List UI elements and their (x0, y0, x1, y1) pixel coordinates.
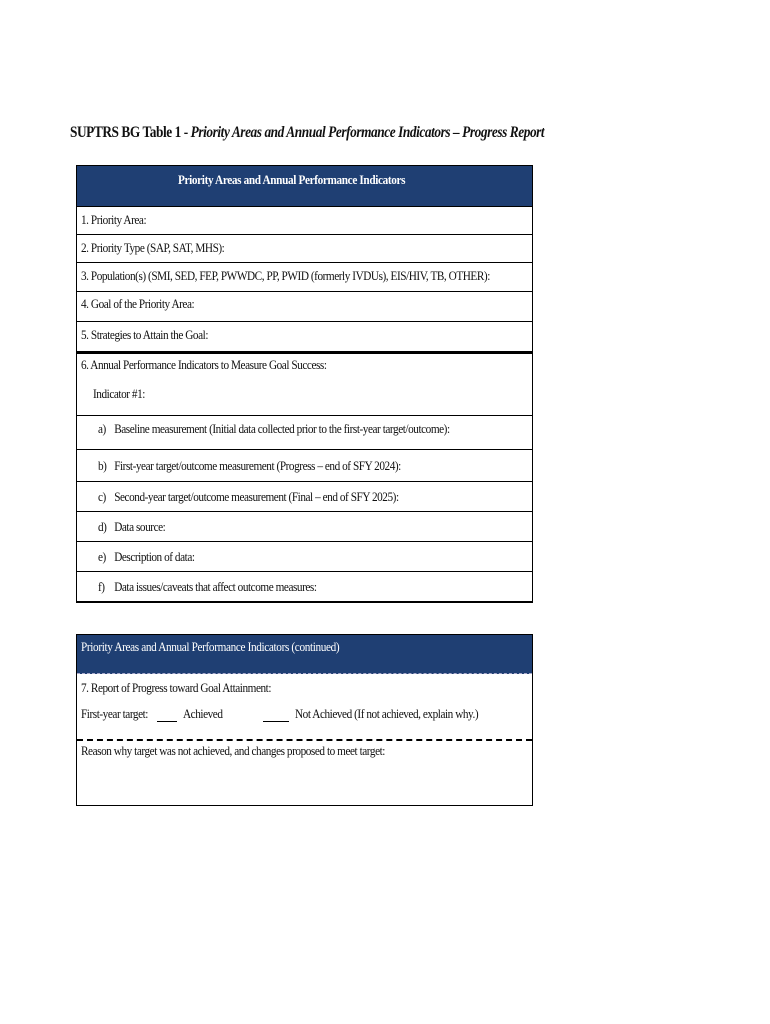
achieved-label: Achieved (183, 707, 223, 721)
data-description-field[interactable]: e) Description of data: (77, 541, 532, 571)
data-source-field[interactable]: d) Data source: (77, 511, 532, 541)
population-field[interactable]: 3. Population(s) (SMI, SED, FEP, PWWDC, PP, PWID (formerly IVDUs), EIS/HIV, TB, OTHER): (77, 262, 532, 291)
table-header: Priority Areas and Annual Performance Indicators (77, 166, 532, 206)
baseline-field[interactable]: a) Baseline measurement (Initial data collected prior to the first-year target/outcome): (77, 415, 532, 449)
priority-type-field[interactable]: 2. Priority Type (SAP, SAT, MHS): (77, 234, 532, 262)
first-year-target-field[interactable]: b) First-year target/outcome measurement (Progress – end of SFY 2024): (77, 449, 532, 481)
achieved-blank[interactable] (157, 707, 177, 722)
indicator-label[interactable]: Indicator #1: (93, 387, 145, 401)
page-title (70, 124, 544, 142)
first-year-status-row: First-year target: Achieved Not Achieved (If not achieved, explain why.) (81, 707, 479, 721)
second-year-target-field[interactable]: c) Second-year target/outcome measurement (Final – end of SFY 2025): (77, 481, 532, 511)
progress-report-table (76, 634, 533, 806)
goal-field[interactable]: 4. Goal of the Priority Area: (77, 291, 532, 321)
not-achieved-label: Not Achieved (If not achieved, explain why.) (295, 707, 479, 721)
priority-areas-table (76, 165, 533, 603)
title-bold: SUPTRS BG Table 1 - (70, 124, 191, 141)
report-heading: 7. Report of Progress toward Goal Attainment: (81, 681, 272, 695)
data-issues-field[interactable]: f) Data issues/caveats that affect outcome measures: (77, 571, 532, 601)
indicators-section (77, 351, 532, 415)
not-achieved-blank[interactable] (263, 707, 289, 722)
dashed-divider (77, 739, 532, 741)
reason-field[interactable]: Reason why target was not achieved, and changes proposed to meet target: (81, 744, 385, 758)
priority-area-field[interactable]: 1. Priority Area: (77, 206, 532, 234)
strategies-field[interactable]: 5. Strategies to Attain the Goal: (77, 321, 532, 351)
indicators-heading: 6. Annual Performance Indicators to Measure Goal Success: (81, 358, 327, 372)
continued-header: Priority Areas and Annual Performance Indicators (continued) (77, 635, 532, 674)
title-italic: Priority Areas and Annual Performance Indicators – Progress Report (190, 124, 545, 141)
